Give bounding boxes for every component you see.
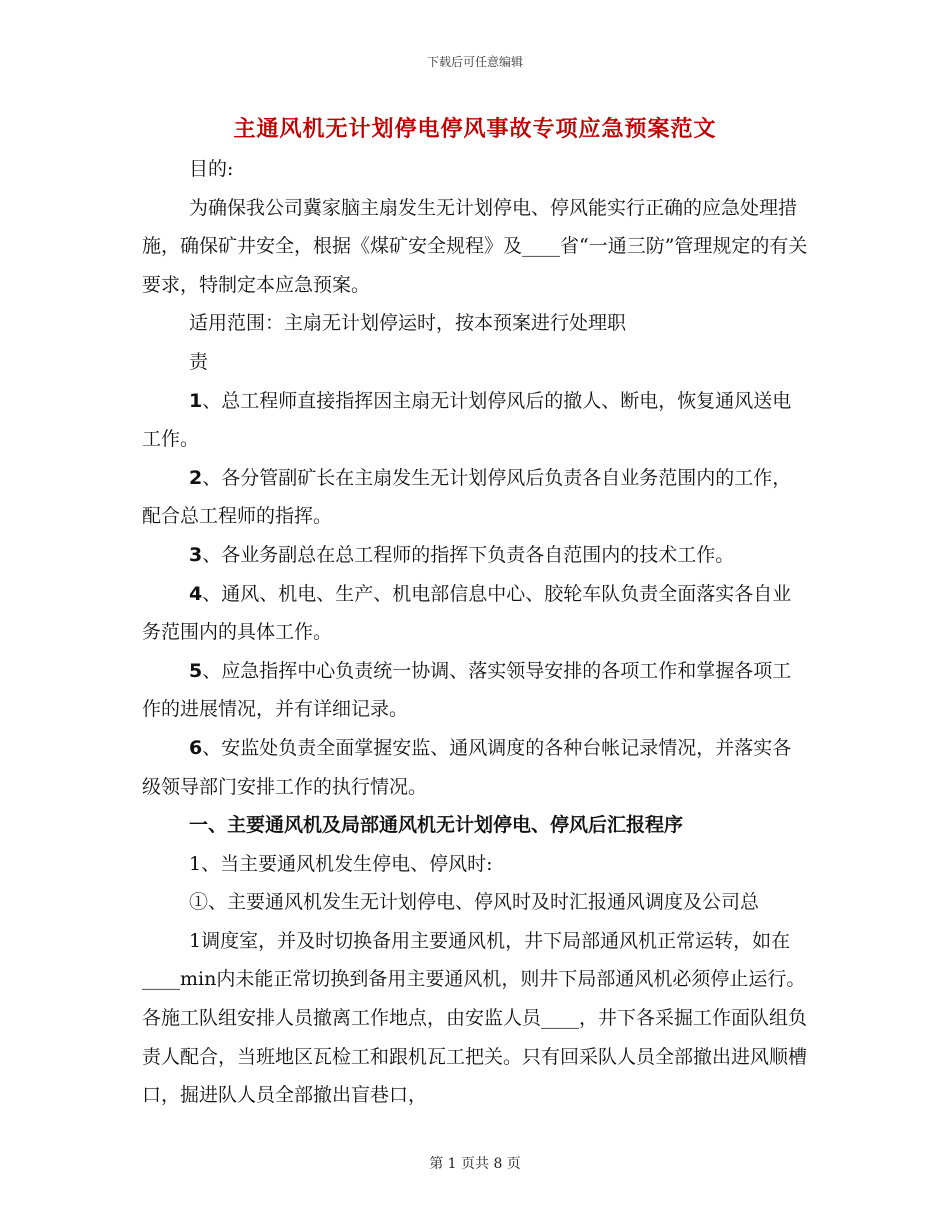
purpose-label: 目的: [189, 158, 234, 180]
duty-item-6 [142, 729, 808, 806]
page-header: 下载后可任意编辑 [426, 55, 523, 69]
duty-item-text: 、各业务副总在总工程师的指挥下负责各自范围内的技术工作。 [202, 543, 735, 566]
duty-heading: 责 [189, 350, 209, 373]
duty-item-text: 、通风、机电、生产、机电部信息中心、胶轮车队负责全面落实各自业务范围内的具体工作。 [142, 582, 792, 644]
duty-item-2 [142, 459, 808, 536]
duty-item-number: 2 [189, 466, 203, 489]
duty-item-number: 1 [189, 389, 203, 412]
duty-item-number: 5 [189, 659, 203, 682]
circled-item-1: ①、主要通风机发生无计划停电、停风时及时汇报通风调度及公司总 [189, 891, 760, 914]
scope-paragraph: 适用范围：主扇无计划停运时，按本预案进行处理职 [189, 312, 627, 335]
duty-item-1 [142, 382, 808, 459]
duty-item-text: 、总工程师直接指挥因主扇无计划停风后的撤人、断电，恢复通风送电工作。 [142, 389, 792, 451]
sub-item-1: 1、当主要通风机发生停电、停风时: [189, 852, 493, 875]
duty-item-text: 、应急指挥中心负责统一协调、落实领导安排的各项工作和掌握各项工作的进展情况，并有详细记录。 [142, 659, 792, 721]
document-body [142, 150, 808, 1115]
duty-item-3 [142, 536, 808, 575]
duty-item-text: 、安监处负责全面掌握安监、通风调度的各种台帐记录情况，并落实各级领导部门安排工作的执行情况。 [142, 736, 792, 798]
duty-item-number: 4 [189, 582, 203, 605]
page-footer: 第 1 页共 8 页 [429, 1156, 521, 1172]
section-heading-1: 一、主要通风机及局部通风机无计划停电、停风后汇报程序 [189, 814, 684, 837]
duty-item-number: 6 [189, 736, 203, 759]
document-title: 主通风机无计划停电停风事故专项应急预案范文 [233, 116, 717, 142]
duty-item-5 [142, 652, 808, 729]
duty-item-4 [142, 575, 808, 652]
dispatch-paragraph: 1调度室，并及时切换备用主要通风机，井下局部通风机正常运转，如在____min内未能正常切换到备用主要通风机，则井下局部通风机必须停止运行。各施工队组安排人员撤离工作地点，由安监人员____，井下各采掘工作面队组负责人配合，当班地区瓦检工和跟机瓦工把关。只有回采队人员全部撤出进风顺槽口，掘进队人员全部撤出盲巷口， [142, 929, 808, 1107]
purpose-paragraph: 为确保我公司冀家脑主扇发生无计划停电、停风能实行正确的应急处理措施，确保矿井安全，根据《煤矿安全规程》及____省“一通三防”管理规定的有关要求，特制定本应急预案。 [142, 196, 808, 296]
duty-item-number: 3 [189, 543, 203, 566]
duty-item-text: 、各分管副矿长在主扇发生无计划停风后负责各自业务范围内的工作，配合总工程师的指挥。 [142, 466, 792, 528]
